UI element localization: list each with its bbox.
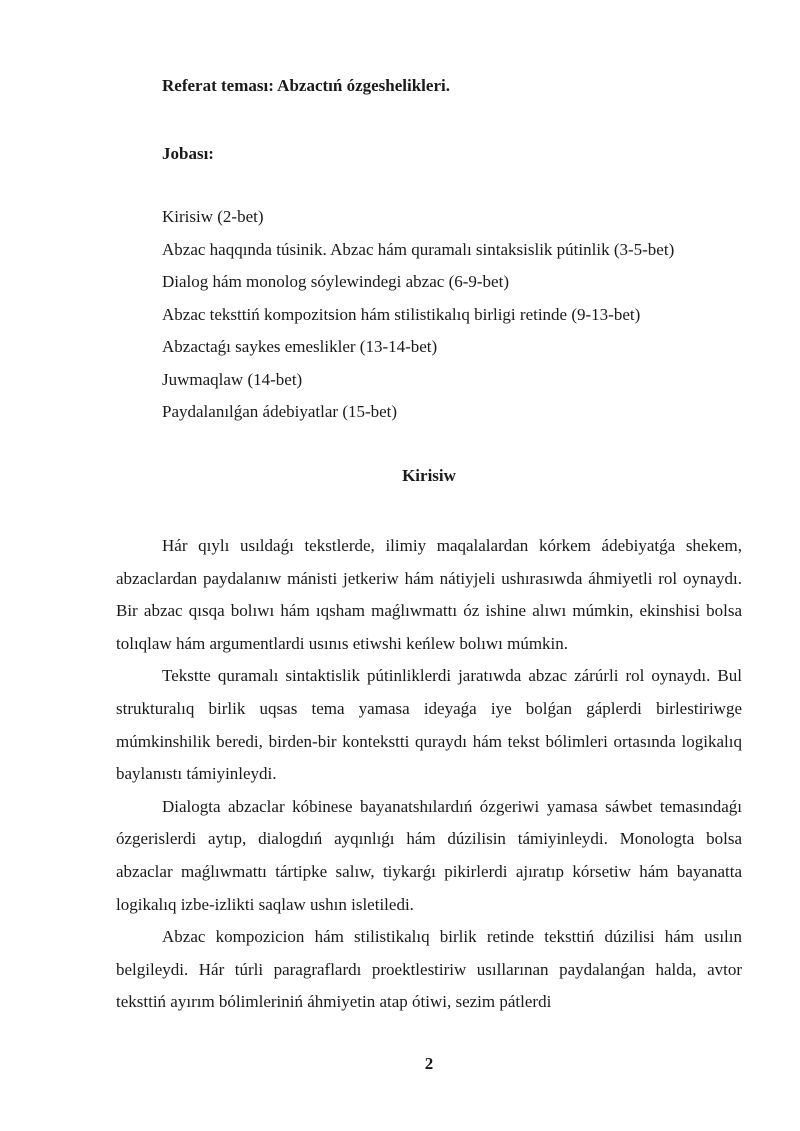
toc-item: Abzac haqqında túsinik. Abzac hám quramalı sintaksislik pútinlik (3-5-bet) [162,239,675,259]
paragraph: Hár qıylı usıldaǵı tekstlerde, ilimiy maqalalardan kórkem ádebiyatǵa shekem, abzaclardan paydalanıw mánisti jetkeriw hám nátiyjeli ushırasıwda áhmiyetli rol oynaydı. Bir abzac qısqa bolıwı hám ıqsham maǵlıwmattı óz ishine alıwı múmkin, ekinshisi bolsa tolıqlaw hám argumentlardi usınıs etiwshi keńlew bolıwı múmkin. [116,536,742,653]
essay-title: Referat teması: Abzactıń ózgeshelikleri. [162,76,450,95]
paragraph: Tekstte quramalı sintaktislik pútinliklerdi jaratıwda abzac zárúrli rol oynaydı. Bul strukturalıq birlik uqsas tema yamasa ideyaǵa iye bolǵan gáplerdi birlestiriwge múmkinshilik beredi, birden-bir kontekstti quraydı hám tekst bólimleri ortasında logikalıq baylanıstı támiyinleydi. [116,666,742,784]
toc-item: Kirisiw (2-bet) [162,207,264,226]
plan-label: Jobası: [162,144,214,163]
paragraph: Dialogta abzaclar kóbinese bayanatshılardıń ózgeriwi yamasa sáwbet temasındaǵı ózgerislerdi aytıp, dialogdıń ayqınlıǵı hám dúzilisin támiyinleydi. Monologta bolsa abzaclar maǵlıwmattı tártipke salıw, tiykarǵı pikirlerdi ajıratıp kórsetiw hám bayanatta logikalıq izbe-izlikti saqlaw ushın isletiledi. [116,796,742,914]
toc-item: Juwmaqlaw (14-bet) [162,369,303,389]
section-title: Kirisiw [402,466,456,485]
toc-item: Dialog hám monolog sóylewindegi abzac (6-9-bet) [162,272,509,291]
table-of-contents [162,206,674,434]
paragraph: Abzac kompozicion hám stilistikalıq birlik retinde teksttiń dúzilisi hám usılın belgileydi. Hár túrli paragraflardı proektlestiriw usıllarınan paydalanǵan halda, avtor teksttiń ayırım bólimleriniń áhmiyetin atap ótiwi, sezim pátlerdi [116,927,742,1012]
page-number: 2 [424,1054,434,1073]
toc-item: Abzactaǵı saykes emeslikler (13-14-bet) [162,337,438,356]
toc-item: Abzac teksttiń kompozitsion hám stilistikalıq birligi retinde (9-13-bet) [162,304,641,324]
body-text [116,530,742,1019]
toc-item: Paydalanılǵan ádebiyatlar (15-bet) [162,402,398,421]
